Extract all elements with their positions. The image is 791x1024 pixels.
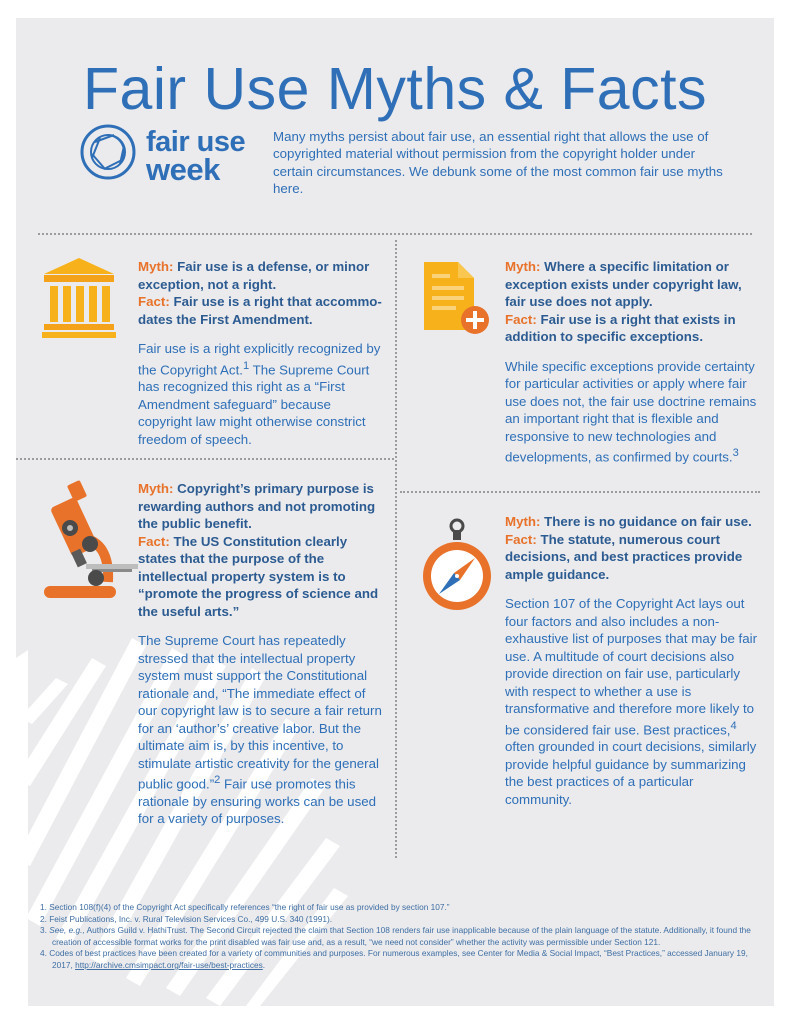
fact-text: The US Constitution clearly states that the purpose of the intellectual property system is to “promote the progress of science and the useful arts.” xyxy=(138,533,379,619)
fact-label: Fact: xyxy=(505,311,537,327)
footnote-ref: 2 xyxy=(214,774,221,786)
footnote-item xyxy=(40,925,760,948)
fact-text: Fair use is a right that accommo-dates the First Amendment. xyxy=(138,294,382,327)
footnote-item xyxy=(40,914,760,926)
footnote-ref: 4 xyxy=(730,719,737,732)
footnote-item xyxy=(40,902,760,914)
compass-icon xyxy=(420,518,494,612)
footnote-text: Section 108(f)(4) of the Copyright Act specifically references “the right of fair use as provided by section 107.” xyxy=(49,902,450,912)
footnote-number: 3. xyxy=(40,925,47,936)
myth-fact-statement xyxy=(505,258,761,346)
fact-label: Fact: xyxy=(138,294,170,309)
section-body xyxy=(138,632,382,828)
page-title: Fair Use Myths & Facts xyxy=(82,56,708,122)
myth-fact-statement xyxy=(505,513,761,583)
footnote-text: Feist Publications, Inc. v. Rural Television Services Co., 499 U.S. 340 (1991). xyxy=(49,913,333,924)
logo-wordmark xyxy=(146,126,258,187)
logo-line-1: fair use xyxy=(146,126,246,158)
logo-line-2: week xyxy=(146,152,220,187)
document-plus-icon xyxy=(424,262,494,340)
myth-label: Myth: xyxy=(505,514,541,529)
myth-text: There is no guidance on fair use. xyxy=(544,514,752,529)
body-text-continued: often grounded in court decisions, similarly provide helpful guidance by summarizing the best practices of a particular community. xyxy=(505,739,757,807)
footnote-ref: 1 xyxy=(242,359,250,372)
myth-label: Myth: xyxy=(138,259,174,274)
top-divider xyxy=(38,233,752,235)
footnote-text: Codes of best practices have been created for a variety of communities and purposes. For numerous examples, see Center for Media & Social Impact, “Best Practices,” accessed January 19, 2017, xyxy=(49,948,748,970)
body-text: Section 107 of the Copyright Act lays out four factors and also includes a non-exhaustive list of purposes that may be fair use. A multitude of court decisions also provide direction on fair use, particularly with respect to whether a use is transformative and therefore more likely to be considered fair use. Best practices, xyxy=(505,596,758,737)
left-divider xyxy=(16,458,394,460)
myth-text: Copyright’s primary purpose is rewarding authors and not promoting the public benefit. xyxy=(138,481,376,531)
intro-paragraph: Many myths persist about fair use, an essential right that allows the use of copyrighted material without permission from the copyright holder under certain circumstances. We debunk some of the most common fair use myths here. xyxy=(273,129,723,196)
courthouse-icon xyxy=(42,258,116,338)
fact-label: Fact: xyxy=(138,533,170,549)
footnote-ref: 3 xyxy=(732,447,739,459)
section-fair-use-right xyxy=(138,258,382,448)
myth-label: Myth: xyxy=(138,481,174,496)
body-text-continued: Fair use promotes this rationale by ensuring works can be used for a variety of purposes. xyxy=(138,776,377,827)
body-text: The Supreme Court has repeatedly stressed that the intellectual property system must support the Constitutional rationale and, “The immediate effect of our copyright law is to secure a fair return for an ‘author’s’ creative labor. But the ultimate aim is, by this incentive, to stimulate artistic creativity for the general public good.” xyxy=(138,633,382,792)
microscope-icon xyxy=(42,480,142,600)
footnote-number: 4. xyxy=(40,948,47,959)
fact-label: Fact: xyxy=(505,531,537,547)
infographic-page xyxy=(16,18,774,1006)
footnote-tail: . xyxy=(262,959,266,970)
myth-text: Where a specific limitation or exception exists under copyright law, fair use does not apply. xyxy=(505,259,742,309)
footnote-number: 1. xyxy=(40,902,47,912)
section-copyright-purpose xyxy=(138,480,382,828)
best-practices-link[interactable]: http://archive.cmsimpact.org/fair-use/best-practices xyxy=(75,959,263,970)
body-text: Fair use is a right explicitly recognized by the Copyright Act. xyxy=(138,341,381,377)
section-body xyxy=(505,358,761,466)
myth-fact-statement xyxy=(138,258,382,328)
section-guidance xyxy=(505,513,761,808)
fair-use-week-logo-icon xyxy=(78,122,138,182)
footnote-text: Authors Guild v. HathiTrust. The Second Circuit rejected the claim that Section 108 renders fair use inapplicable because of the plain language of the statute. Additionally, it found the creation of accessible format works for the print disabled was fair use and, as a result, “we need not consider” whether the activity was permissible under Section 121. xyxy=(52,925,751,947)
section-specific-exceptions xyxy=(505,258,761,466)
myth-fact-statement xyxy=(138,480,382,620)
body-text-continued: The Supreme Court has recognized this right as a “First Amendment safeguard” because copyright law might otherwise constrict freedom of speech. xyxy=(138,361,370,447)
footnote-item xyxy=(40,948,760,971)
right-divider xyxy=(400,491,760,493)
fact-text: Fair use is a right that exists in addition to specific exceptions. xyxy=(505,311,736,344)
myth-text: Fair use is a defense, or minor exception, not a right. xyxy=(138,259,370,292)
fact-text: The statute, numerous court decisions, and best practices provide ample guidance. xyxy=(505,531,743,582)
body-text: While specific exceptions provide certainty for particular activities or apply where fair use does not, the fair use doctrine remains an important right that is flexible and responsive to new technologies and developments, as confirmed by courts. xyxy=(505,358,757,465)
footnote-italic-text: See, e.g., xyxy=(49,925,85,936)
section-body xyxy=(138,340,382,448)
section-body xyxy=(505,595,761,808)
center-divider xyxy=(395,240,397,858)
footnotes-list xyxy=(40,902,760,972)
myth-label: Myth: xyxy=(505,259,541,274)
footnote-number: 2. xyxy=(40,913,47,924)
